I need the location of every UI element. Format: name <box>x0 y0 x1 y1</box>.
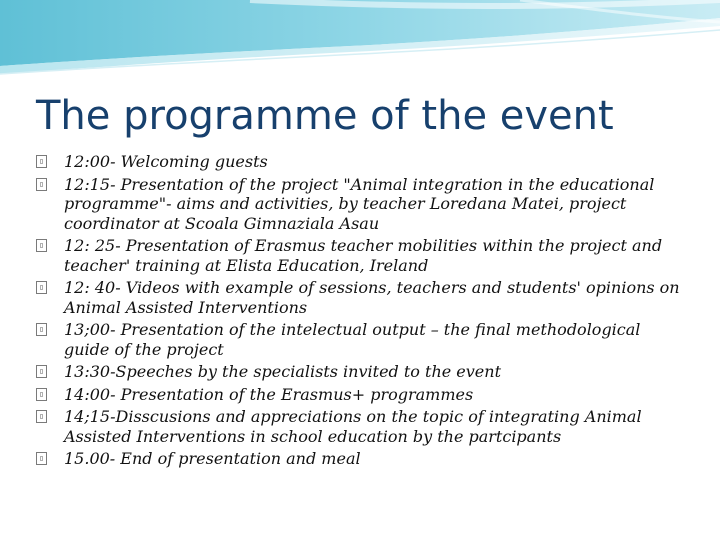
agenda-item <box>36 449 686 469</box>
agenda-item <box>36 385 686 405</box>
agenda-item <box>36 278 686 317</box>
box-bullet-icon <box>36 155 47 168</box>
agenda-item-text: 14:00- Presentation of the Erasmus+ programmes <box>64 384 474 404</box>
box-bullet-icon <box>36 323 47 336</box>
agenda-item-text: 14;15-Disscusions and appreciations on the topic of integrating Animal Assisted Interventions in school education by the partcipants <box>64 407 642 446</box>
agenda-item <box>36 175 686 234</box>
agenda-item-text: 12: 25- Presentation of Erasmus teacher mobilities within the project and teacher' training at Elista Education, Ireland <box>64 236 663 275</box>
box-bullet-icon <box>36 388 47 401</box>
box-bullet-icon <box>36 281 47 294</box>
agenda-item <box>36 320 686 359</box>
agenda-item-text: 13;00- Presentation of the intelectual output – the final methodological guide of the project <box>64 320 641 359</box>
page-title: The programme of the event <box>36 93 614 139</box>
agenda-item <box>36 362 686 382</box>
agenda-item <box>36 236 686 275</box>
box-bullet-icon <box>36 365 47 378</box>
header-wave-decoration <box>0 0 720 80</box>
box-bullet-icon <box>36 452 47 465</box>
agenda-item <box>36 152 686 172</box>
agenda-item-text: 12:15- Presentation of the project "Animal integration in the educational programme"- aims and activities, by teacher Loredana Matei, project coordinator at Scoala Gimnaziala Asau <box>64 174 655 233</box>
agenda-list <box>36 152 686 472</box>
box-bullet-icon <box>36 410 47 423</box>
box-bullet-icon <box>36 178 47 191</box>
agenda-item-text: 12: 40- Videos with example of sessions, teachers and students' opinions on Animal Assisted Interventions <box>64 278 680 317</box>
agenda-item-text: 13:30-Speeches by the specialists invited to the event <box>64 362 502 381</box>
agenda-item <box>36 407 686 446</box>
agenda-item-text: 15.00- End of presentation and meal <box>64 449 361 468</box>
box-bullet-icon <box>36 239 47 252</box>
agenda-item-text: 12:00- Welcoming guests <box>64 152 268 171</box>
